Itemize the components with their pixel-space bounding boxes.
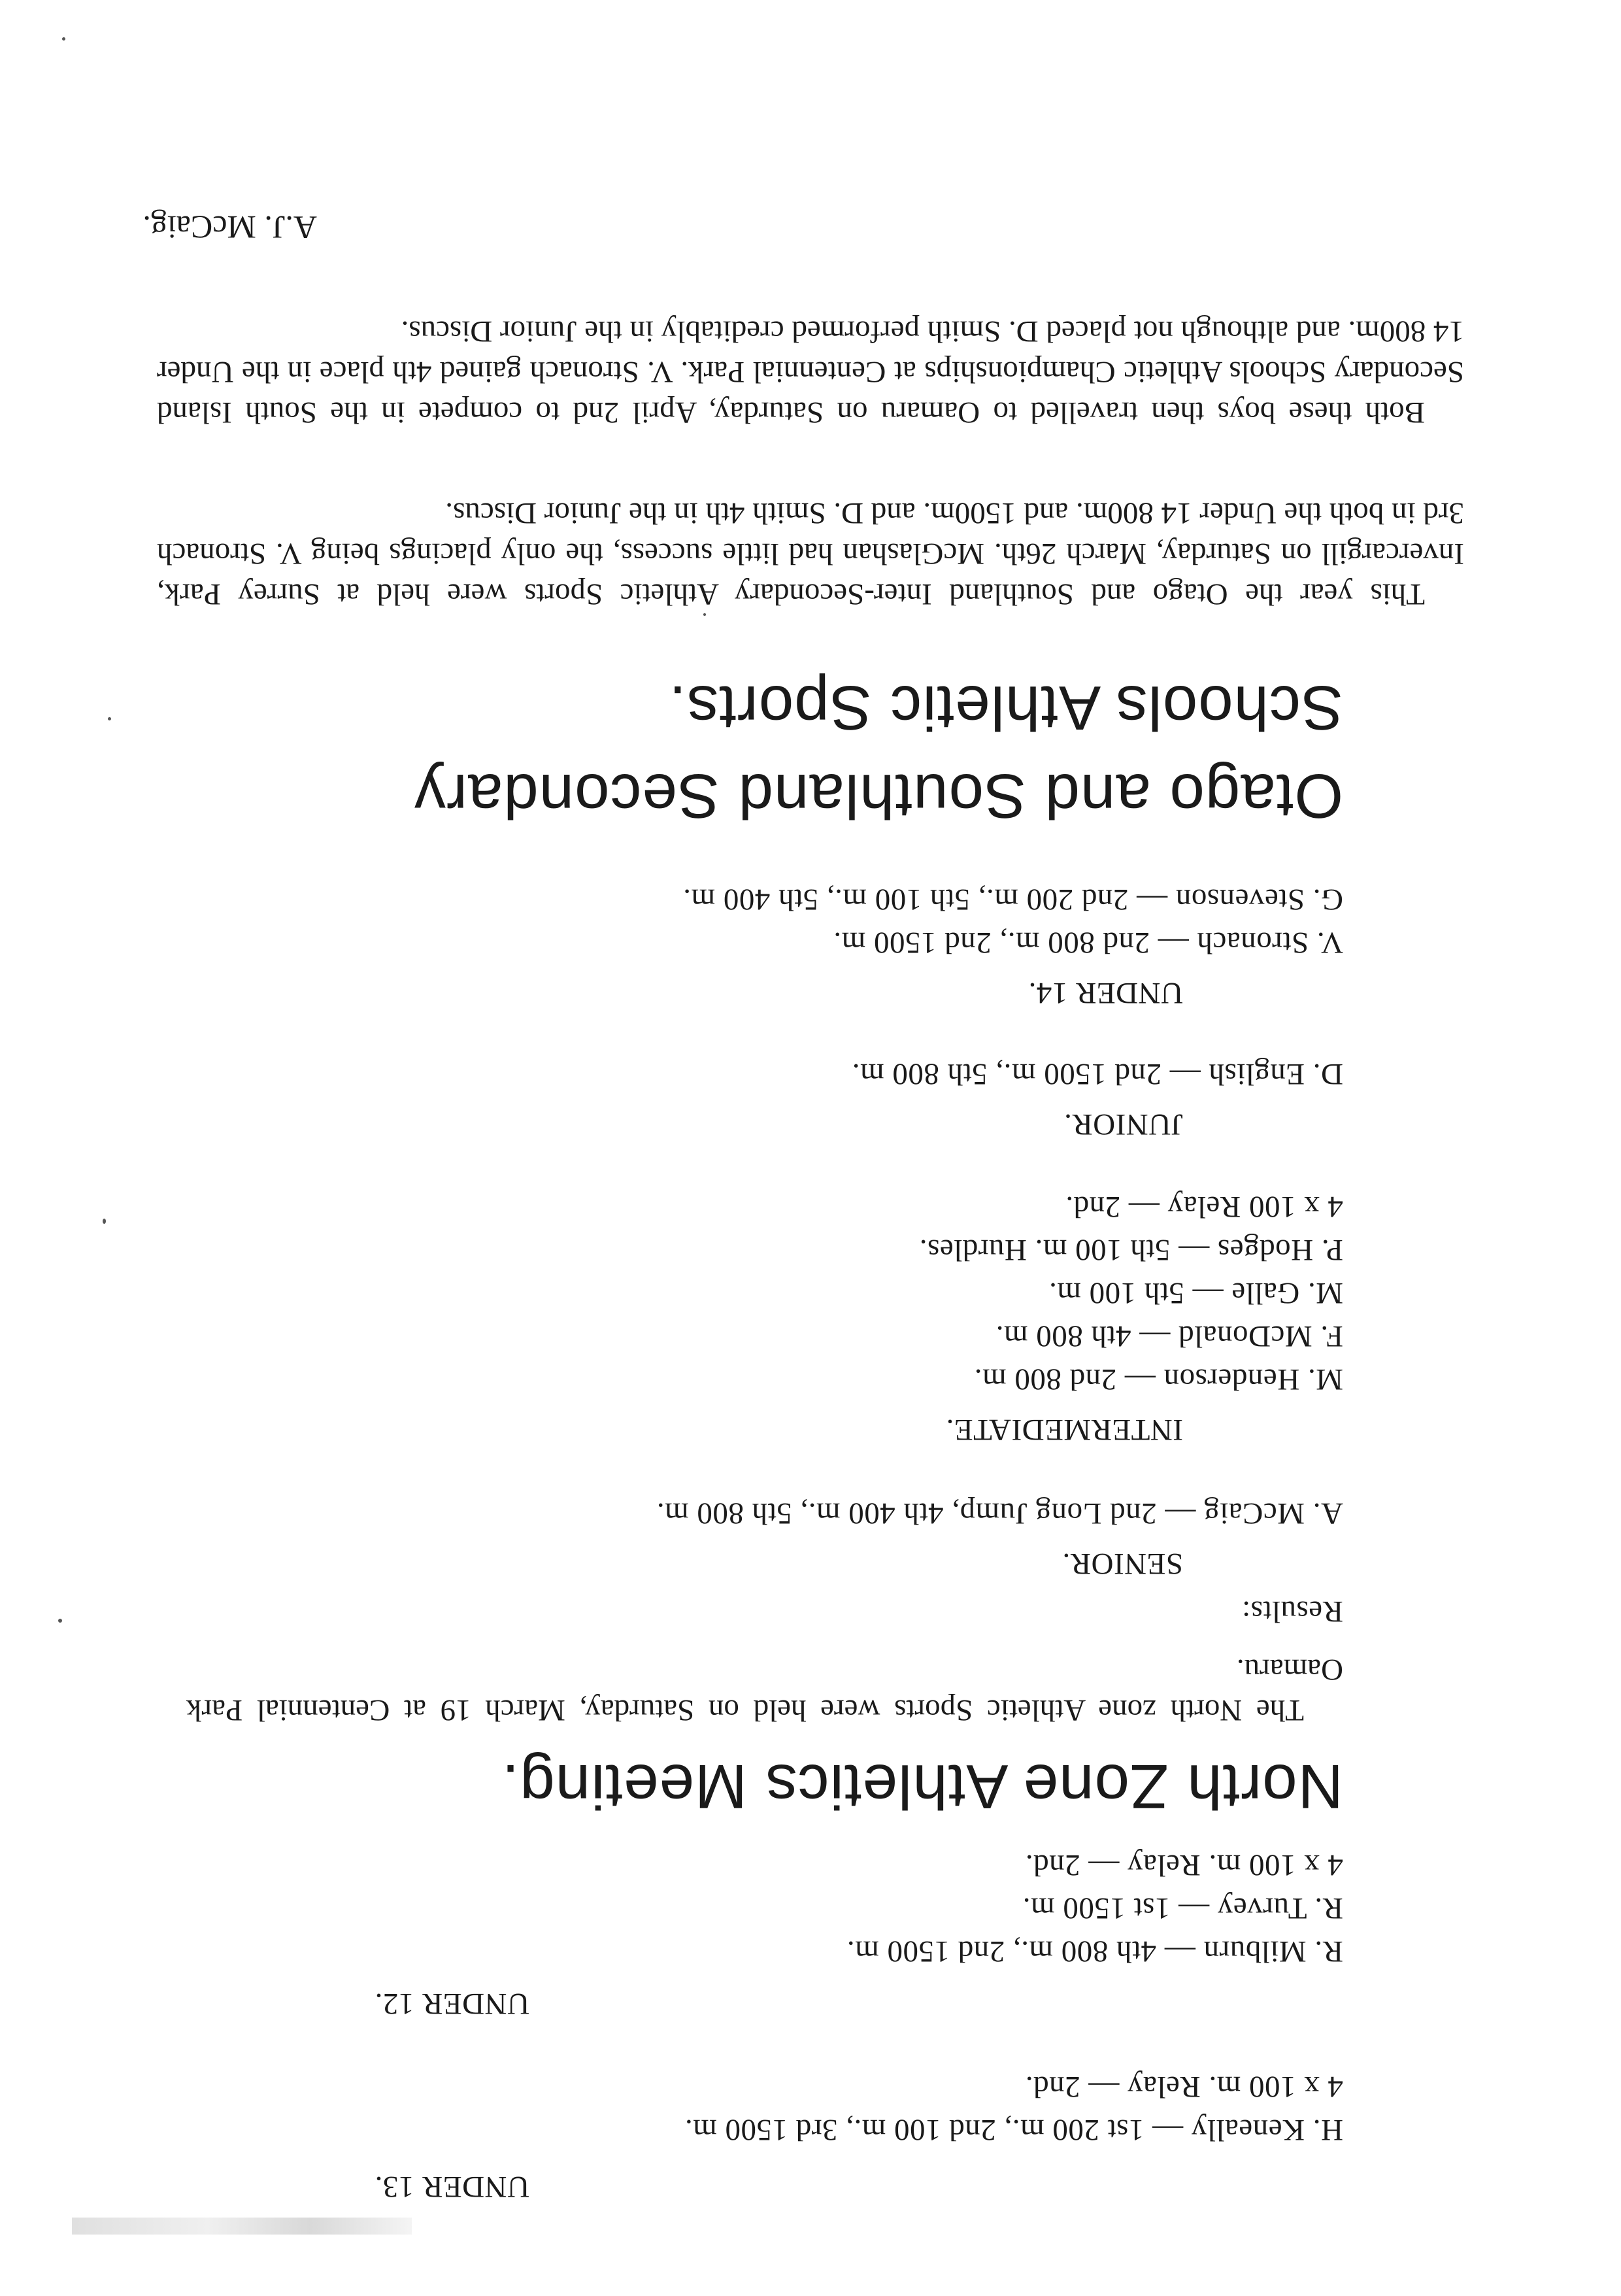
under14-heading: UNDER 14.	[1028, 976, 1183, 1010]
scan-speck	[103, 1219, 106, 1224]
under12-result-1: R. Milburn — 4th 800 m., 2nd 1500 m.	[846, 1934, 1343, 1968]
under12-result-2: R. Turvey — 1st 1500 m.	[1022, 1891, 1343, 1925]
scan-speck	[703, 613, 706, 616]
intermediate-heading: INTERMEDIATE.	[946, 1413, 1183, 1447]
under12-heading: UNDER 12.	[375, 1987, 529, 2021]
under14-result-1: V. Stronach — 2nd 800 m., 2nd 1500 m.	[833, 926, 1343, 960]
intermediate-result-1: M. Henderson — 2nd 800 m.	[974, 1362, 1343, 1396]
otago-title-line2: Schools Athletic Sports.	[668, 673, 1343, 743]
intermediate-result-2: F. McDonald — 4th 800 m.	[995, 1319, 1343, 1353]
junior-result-1: D. English — 2nd 1500 m., 5th 800 m.	[852, 1057, 1343, 1091]
north-zone-title: North Zone Athletics Meeting.	[501, 1751, 1343, 1821]
intermediate-result-3: M. Galle — 5th 100 m.	[1048, 1276, 1343, 1310]
senior-heading: SENIOR.	[1062, 1547, 1183, 1581]
signature: A.J. McCaig.	[142, 209, 317, 246]
under13-result-1: H. Keneally — 1st 200 m., 2nd 100 m., 3rd 1500 m.	[684, 2113, 1343, 2147]
otago-paragraph-2: Both these boys then travelled to Oamaru on Saturday, April 2nd to compete in the South Island Secondary Schools Athletic Championships at Centennial Park. V. Stronach gained 4th place in the Under 14 800m. and although not placed D. Smith performed creditably in the Junior Discus.	[157, 314, 1464, 430]
under13-result-2: 4 x 100 m. Relay — 2nd.	[1025, 2070, 1343, 2104]
scan-speck	[58, 1619, 62, 1623]
under12-result-3: 4 x 100 m. Relay — 2nd.	[1025, 1848, 1343, 1882]
senior-result-1: A. McCaig — 2nd Long Jump, 4th 400 m., 5th 800 m.	[656, 1496, 1343, 1530]
under14-result-2: G. Stevenson — 2nd 200 m., 5th 100 m., 5th 400 m.	[682, 883, 1343, 917]
north-zone-intro: The North zone Athletic Sports were held on Saturday, March 19 at Centennial Park Oamaru.	[186, 1653, 1343, 1727]
otago-title-line1: Otago and Southland Secondary	[413, 761, 1343, 831]
junior-heading: JUNIOR.	[1063, 1107, 1183, 1141]
scan-edge-strip	[72, 2218, 412, 2235]
results-label: Results:	[1241, 1595, 1343, 1629]
scan-speck	[62, 37, 65, 41]
intermediate-result-4: P. Hodges — 5th 100 m. Hurdles.	[919, 1233, 1343, 1267]
scan-speck	[108, 717, 111, 720]
otago-paragraph-1: This year the Otago and Southland Inter-Secondary Athletic Sports were held at Surrey Park, Invercargill on Saturday, March 26th. McGlashan had little success, the only placings being V. Stronach 3rd in both the Under 14 800m. and 1500m. and D. Smith 4th in the Junior Discus.	[157, 496, 1464, 611]
intermediate-result-5: 4 x 100 Relay — 2nd.	[1065, 1190, 1343, 1224]
under13-heading: UNDER 13.	[375, 2170, 529, 2204]
